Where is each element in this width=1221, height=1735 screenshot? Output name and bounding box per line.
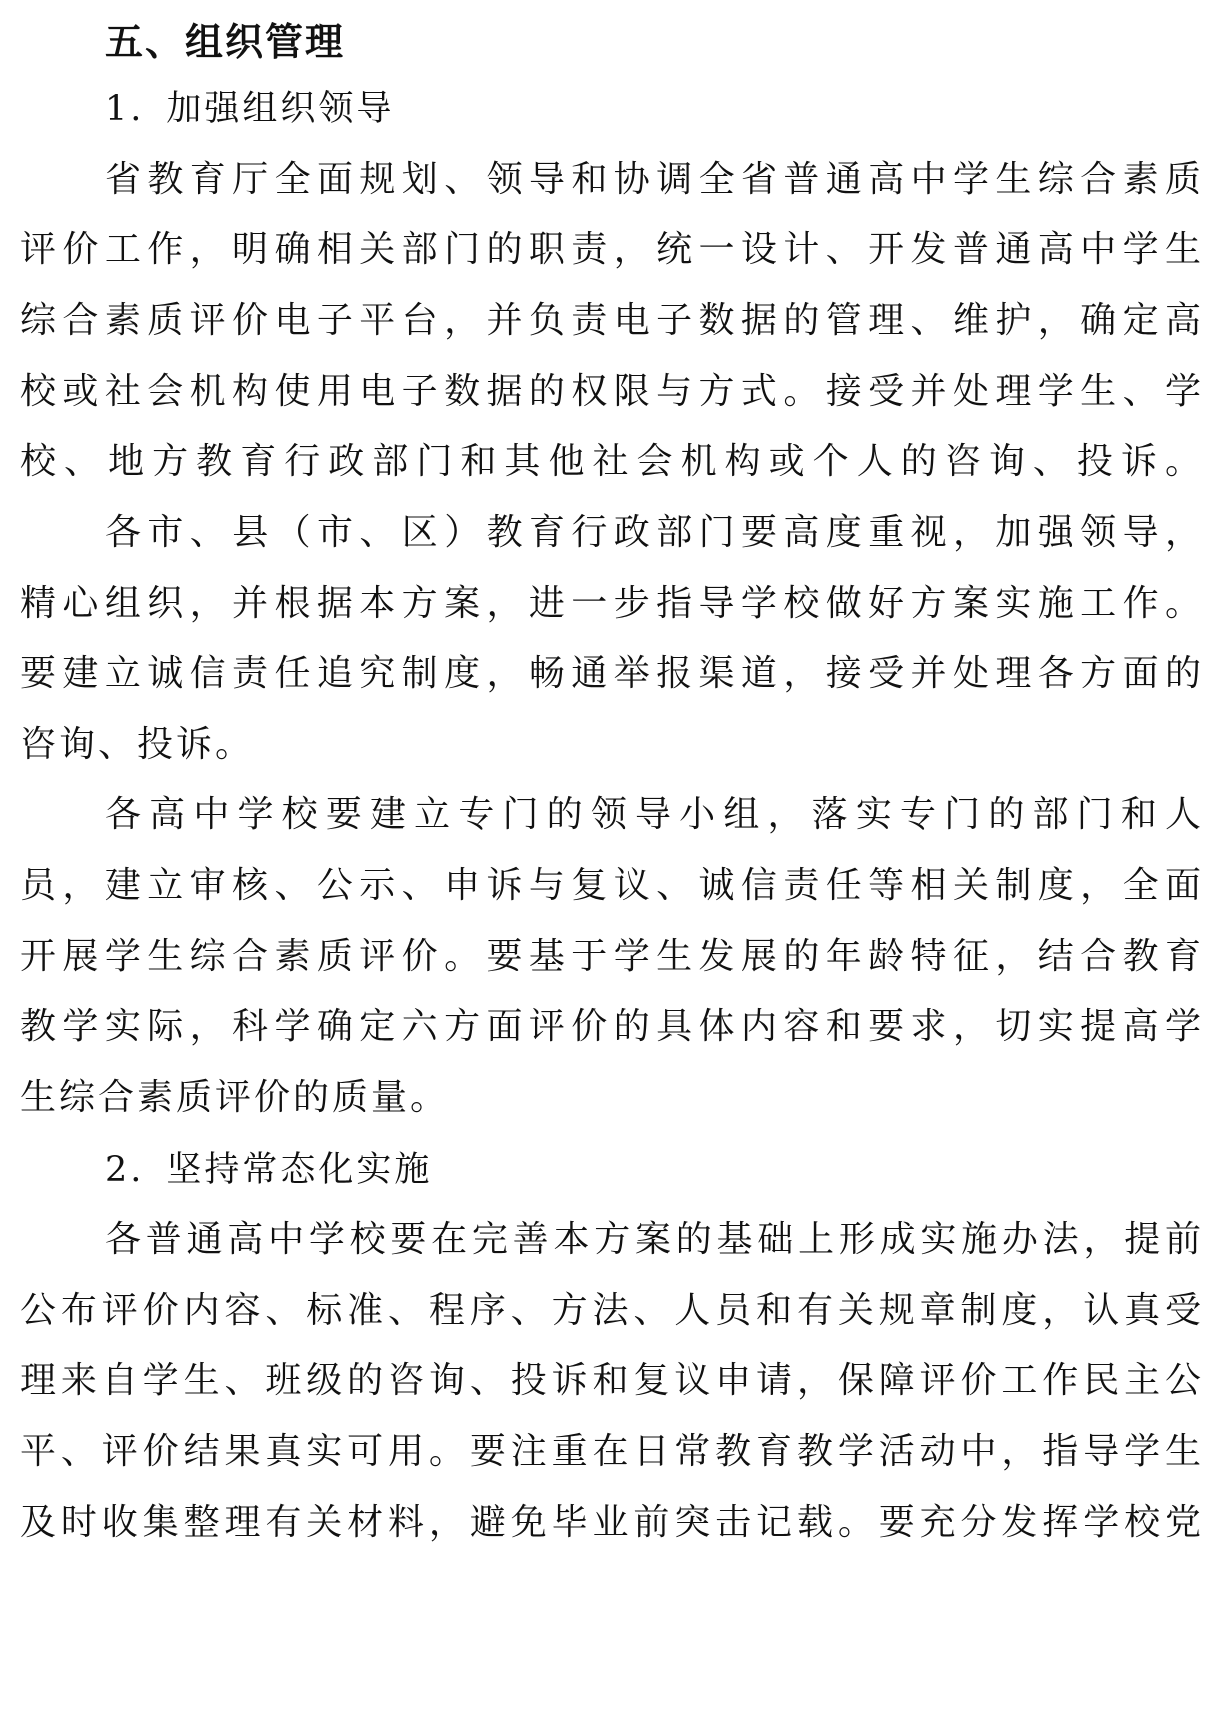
paragraph-line: 理来自学生、班级的咨询、投诉和复议申请，保障评价工作民主公 <box>20 1360 1201 1401</box>
subsection-1-heading <box>105 79 394 139</box>
paragraph-line: 各高中学校要建立专门的领导小组，落实专门的部门和人 <box>105 794 1201 835</box>
paragraph-line: 校、地方教育行政部门和其他社会机构或个人的咨询、投诉。 <box>20 441 1201 482</box>
paragraph-line: 精心组织，并根据本方案，进一步指导学校做好方案实施工作。 <box>20 583 1201 624</box>
paragraph-line: 公布评价内容、标准、程序、方法、人员和有关规章制度，认真受 <box>20 1290 1201 1331</box>
paragraph-line: 教学实际，科学确定六方面评价的具体内容和要求，切实提高学 <box>20 1006 1201 1047</box>
paragraph-line: 平、评价结果真实可用。要注重在日常教育教学活动中，指导学生 <box>20 1431 1201 1472</box>
paragraph-line: 综合素质评价电子平台，并负责电子数据的管理、维护，确定高 <box>20 300 1201 341</box>
subsection-2-heading <box>105 1140 432 1200</box>
subsection-1-title: 加强组织领导 <box>166 89 395 129</box>
paragraph-line: 各普通高中学校要在完善本方案的基础上形成实施办法，提前 <box>105 1219 1201 1260</box>
paragraph-line: 省教育厅全面规划、领导和协调全省普通高中学生综合素质 <box>105 159 1201 200</box>
subsection-2-title: 坚持常态化实施 <box>166 1150 433 1190</box>
paragraph-line: 各市、县（市、区）教育行政部门要高度重视，加强领导， <box>105 512 1201 553</box>
paragraph-line: 及时收集整理有关材料，避免毕业前突击记载。要充分发挥学校党 <box>20 1502 1201 1543</box>
subsection-1-number: 1. <box>105 89 145 129</box>
subsection-2-number: 2. <box>105 1150 145 1190</box>
paragraph-line: 校或社会机构使用电子数据的权限与方式。接受并处理学生、学 <box>20 371 1201 412</box>
paragraph-line: 要建立诚信责任追究制度，畅通举报渠道，接受并处理各方面的 <box>20 653 1201 694</box>
section-heading: 五、组织管理 <box>105 20 346 64</box>
paragraph-line: 生综合素质评价的质量。 <box>20 1077 450 1118</box>
paragraph-line: 员，建立审核、公示、申诉与复议、诚信责任等相关制度，全面 <box>20 865 1201 906</box>
paragraph-line: 咨询、投诉。 <box>20 724 255 765</box>
paragraph-line: 开展学生综合素质评价。要基于学生发展的年龄特征，结合教育 <box>20 936 1201 977</box>
paragraph-line: 评价工作，明确相关部门的职责，统一设计、开发普通高中学生 <box>20 229 1201 270</box>
